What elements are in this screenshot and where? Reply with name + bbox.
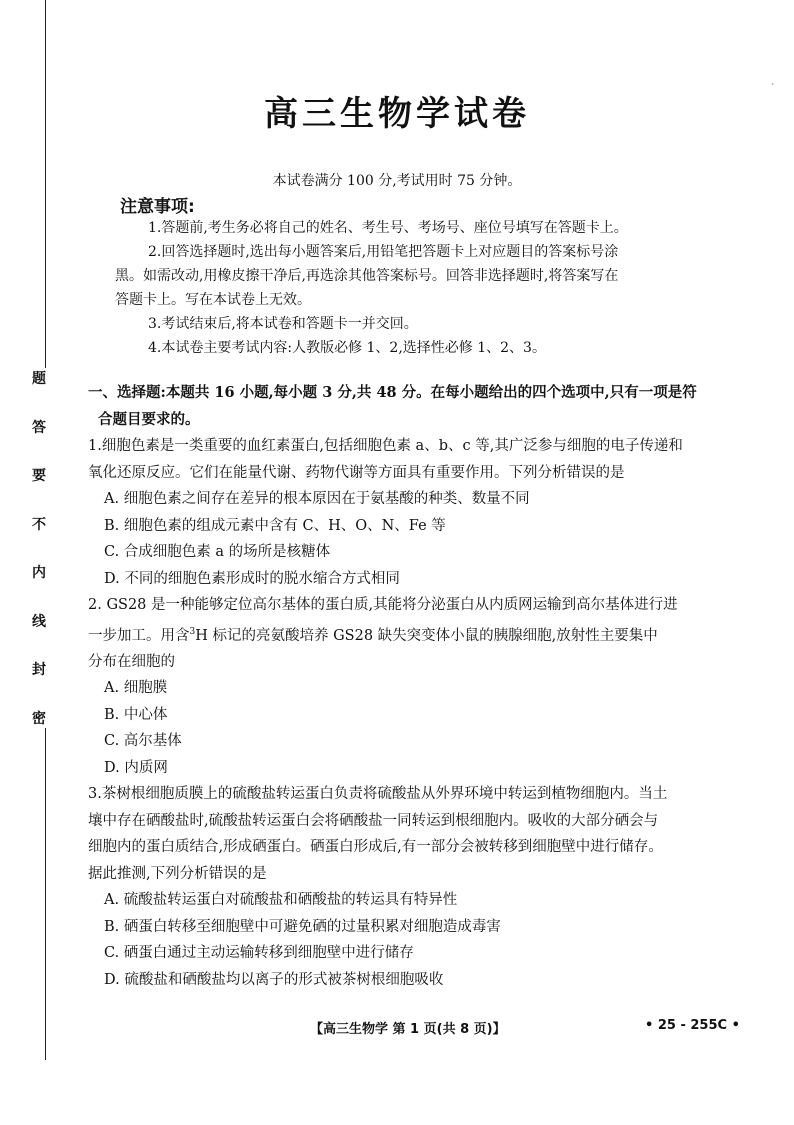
question-line [88, 619, 728, 649]
option: B. 细胞色素的组成元素中含有 C、H、O、N、Fe 等 [104, 517, 446, 534]
binding-char: 答 [32, 419, 46, 436]
notice-list [115, 216, 725, 360]
binding-char: 线 [32, 613, 46, 630]
option: D. 不同的细胞色素形成时的脱水缩合方式相同 [104, 570, 400, 587]
option: B. 硒蛋白转移至细胞壁中可避免硒的过量积累对细胞造成毒害 [104, 918, 501, 935]
option: C. 合成细胞色素 a 的场所是核糖体 [104, 544, 331, 560]
question-line: 细胞内的蛋白质结合,形成硒蛋白。硒蛋白形成后,有一部分会被转移到细胞壁中进行储存。 [88, 839, 663, 856]
question-line: 2. GS28 是一种能够定位高尔基体的蛋白质,其能将分泌蛋白从内质网运输到高尔基体进行进 [88, 597, 678, 613]
option: B. 中心体 [104, 706, 168, 723]
binding-warning [28, 368, 50, 728]
question-line: 3.茶树根细胞质膜上的硫酸盐转运蛋白负责将硫酸盐从外界环境中转运到植物细胞内。当土 [88, 786, 668, 803]
score-line: 本试卷满分 100 分,考试用时 75 分钟。 [272, 173, 522, 189]
question-text: 一步加工。用含 [88, 627, 190, 644]
option: C. 硒蛋白通过主动运输转移到细胞壁中进行储存 [104, 945, 414, 962]
question-text: H 标记的亮氨酸培养 GS28 缺失突变体小鼠的胰腺细胞,放射性主要集中 [195, 627, 658, 644]
option: A. 细胞色素之间存在差异的根本原因在于氨基酸的种类、数量不同 [104, 491, 530, 507]
option: D. 内质网 [104, 759, 168, 776]
option: A. 硫酸盐转运蛋白对硫酸盐和硒酸盐的转运具有特异性 [104, 892, 458, 909]
notice-item: 黑。如需改动,用橡皮擦干净后,再选涂其他答案标号。回答非选择题时,将答案写在 [115, 268, 619, 284]
page-number: 【高三生物学 第 1 页(共 8 页)】 [310, 1022, 506, 1037]
option: C. 高尔基体 [104, 733, 182, 750]
question-line: 分布在细胞的 [88, 653, 175, 670]
notice-item: 1.答题前,考生务必将自己的姓名、考生号、考场号、座位号填写在答题卡上。 [148, 220, 628, 236]
question-2 [88, 592, 728, 781]
binding-char: 封 [32, 662, 46, 679]
notice-item: 答题卡上。写在本试卷上无效。 [115, 292, 311, 308]
question-3 [88, 781, 728, 993]
notice-item: 3.考试结束后,将本试卷和答题卡一并交回。 [148, 316, 418, 332]
binding-char: 要 [32, 468, 46, 485]
section-heading [88, 380, 728, 433]
question-line: 据此推测,下列分析错误的是 [88, 865, 267, 882]
question-line: 壤中存在硒酸盐时,硫酸盐转运蛋白会将硒酸盐一同转运到根细胞内。吸收的大部分硒会与 [88, 812, 659, 829]
section-line: 一、选择题:本题共 16 小题,每小题 3 分,共 48 分。在每小题给出的四个选项中,只有一项是符 [88, 384, 697, 401]
question-line: 氧化还原反应。它们在能量代谢、药物代谢等方面具有重要作用。下列分析错误的是 [88, 464, 625, 481]
paper-code: • 25 - 255C • [645, 1018, 740, 1033]
notice-item: 4.本试卷主要考试内容:人教版必修 1、2,选择性必修 1、2、3。 [148, 340, 546, 356]
isotope-superscript: 3 [189, 626, 196, 637]
option: A. 细胞膜 [104, 680, 168, 697]
binding-char: 题 [32, 371, 46, 387]
page-title: 高三生物学试卷 [264, 94, 530, 134]
binding-char: 不 [32, 516, 46, 533]
notice-item: 2.回答选择题时,选出每小题答案后,用铅笔把答题卡上对应题目的答案标号涂 [148, 244, 619, 260]
question-1 [88, 433, 728, 592]
questions-area [88, 380, 728, 993]
binding-char: 内 [32, 565, 46, 582]
question-line: 1.细胞色素是一类重要的血红素蛋白,包括细胞色素 a、b、c 等,其广泛参与细胞的电子传递和 [88, 438, 683, 454]
option: D. 硫酸盐和硒酸盐均以离子的形式被茶树根细胞吸收 [104, 971, 444, 988]
binding-char: 密 [32, 710, 46, 727]
notice-heading: 注意事项: [120, 197, 195, 217]
corner-mark: ˊ [770, 84, 775, 94]
section-line: 合题目要求的。 [98, 410, 200, 428]
